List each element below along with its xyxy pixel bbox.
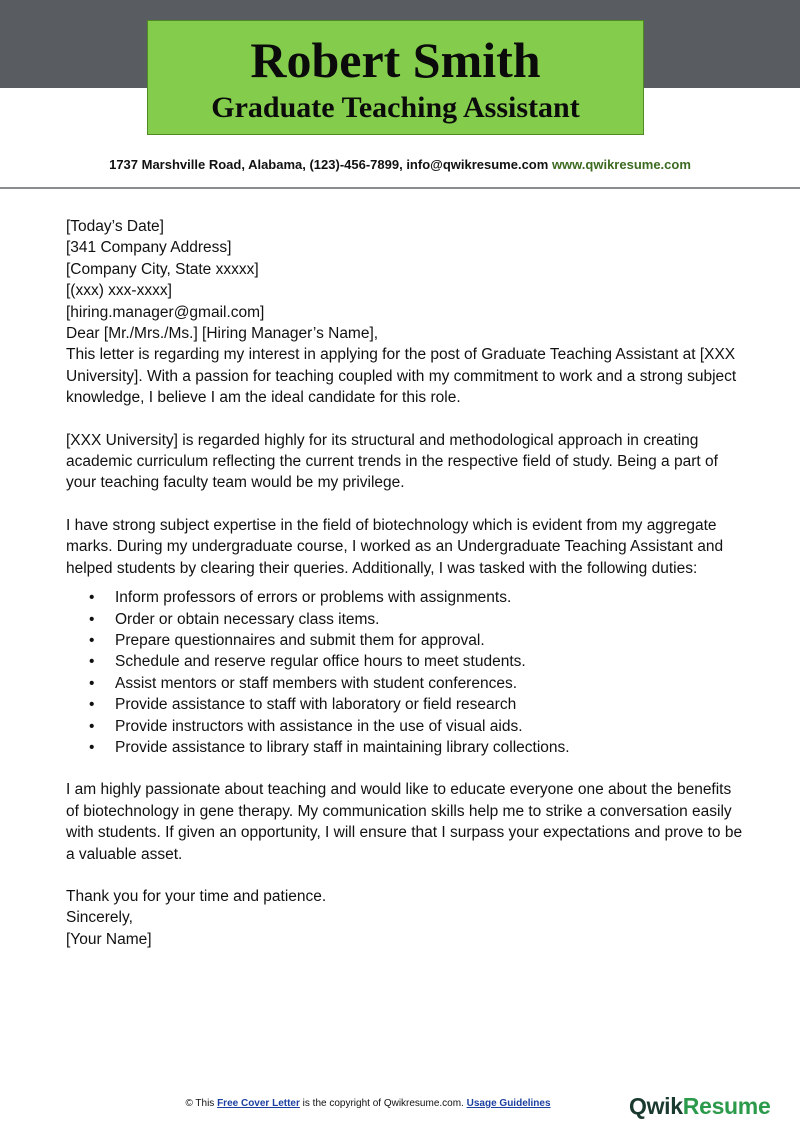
duties-list bbox=[66, 579, 746, 758]
recipient-address bbox=[66, 237, 746, 323]
bullet-icon: • bbox=[89, 696, 95, 714]
bullet-icon: • bbox=[89, 674, 95, 692]
address-line: [hiring.manager@gmail.com] bbox=[66, 303, 265, 321]
address-line: [(xxx) xxx-xxxx] bbox=[66, 282, 172, 300]
letter-body bbox=[66, 216, 746, 950]
footer-middle: is the copyright of Qwikresume.com. bbox=[299, 1098, 467, 1109]
duty-text: Assist mentors or staff members with student conferences. bbox=[115, 674, 518, 692]
duty-text: Prepare questionnaires and submit them for approval. bbox=[115, 631, 485, 649]
list-item bbox=[66, 737, 746, 758]
signature: [Your Name] bbox=[66, 930, 152, 948]
footer-copyright bbox=[0, 1098, 736, 1109]
header-divider bbox=[0, 187, 800, 189]
website-link[interactable]: www.qwikresume.com bbox=[551, 157, 691, 172]
logo-part-resume: Resume bbox=[682, 1093, 771, 1119]
contact-line bbox=[0, 157, 800, 172]
qwikresume-logo bbox=[629, 1093, 770, 1120]
footer-prefix: © This bbox=[185, 1098, 218, 1109]
duty-text: Provide assistance to staff with laboratory or field research bbox=[115, 696, 517, 714]
list-item bbox=[66, 694, 746, 715]
usage-guidelines-link[interactable]: Usage Guidelines bbox=[466, 1098, 551, 1109]
list-item bbox=[66, 587, 746, 608]
logo-part-qwik: Qwik bbox=[629, 1093, 683, 1119]
bullet-icon: • bbox=[89, 610, 95, 628]
address-line: [Company City, State xxxxx] bbox=[66, 260, 259, 278]
free-cover-letter-link[interactable]: Free Cover Letter bbox=[217, 1098, 300, 1109]
duty-text: Inform professors of errors or problems with assignments. bbox=[115, 589, 512, 607]
candidate-name: Robert Smith bbox=[250, 32, 541, 88]
duty-text: Schedule and reserve regular office hours to meet students. bbox=[115, 653, 526, 671]
paragraph-university: [XXX University] is regarded highly for its structural and methodological approach in creating academic curriculum reflecting the current trends in the respective field of study. Being a part of your teaching faculty team would be my privilege. bbox=[66, 431, 718, 492]
bullet-icon: • bbox=[89, 717, 95, 735]
thanks-line: Thank you for your time and patience. bbox=[66, 887, 327, 905]
list-item bbox=[66, 609, 746, 630]
letter-date: [Today’s Date] bbox=[66, 218, 164, 235]
contact-details: 1737 Marshville Road, Alabama, (123)-456-7899, info@qwikresume.com bbox=[109, 157, 549, 172]
paragraph-intro: This letter is regarding my interest in applying for the post of Graduate Teaching Assistant at [XXX University]. With a passion for teaching coupled with my commitment to work and a strong subject knowledge, I believe I am the ideal candidate for this role. bbox=[66, 346, 737, 407]
address-line: [341 Company Address] bbox=[66, 239, 232, 257]
bullet-icon: • bbox=[89, 653, 95, 671]
list-item bbox=[66, 651, 746, 672]
paragraph-expertise: I have strong subject expertise in the field of biotechnology which is evident from my aggregate marks. During my undergraduate course, I worked as an Undergraduate Teaching Assistant and helped students by clearing their queries. Additionally, I was tasked with the following duties: bbox=[66, 516, 724, 577]
salutation: Dear [Mr./Mrs./Ms.] [Hiring Manager’s Name], bbox=[66, 325, 379, 343]
bullet-icon: • bbox=[89, 589, 95, 607]
duty-text: Order or obtain necessary class items. bbox=[115, 610, 380, 628]
paragraph-closing: I am highly passionate about teaching and would like to educate everyone one about the benefits of biotechnology in gene therapy. My communication skills help me to strike a conversation easily with students. If given an opportunity, I will ensure that I surpass your expectations and prove to be a valuable asset. bbox=[66, 781, 743, 863]
list-item bbox=[66, 716, 746, 737]
duty-text: Provide assistance to library staff in maintaining library collections. bbox=[115, 738, 570, 756]
duty-text: Provide instructors with assistance in the use of visual aids. bbox=[115, 717, 523, 735]
job-title: Graduate Teaching Assistant bbox=[211, 91, 580, 124]
list-item bbox=[66, 673, 746, 694]
list-item bbox=[66, 630, 746, 651]
name-box bbox=[147, 20, 644, 135]
bullet-icon: • bbox=[89, 631, 95, 649]
sign-off: Sincerely, bbox=[66, 909, 133, 927]
bullet-icon: • bbox=[89, 738, 95, 756]
